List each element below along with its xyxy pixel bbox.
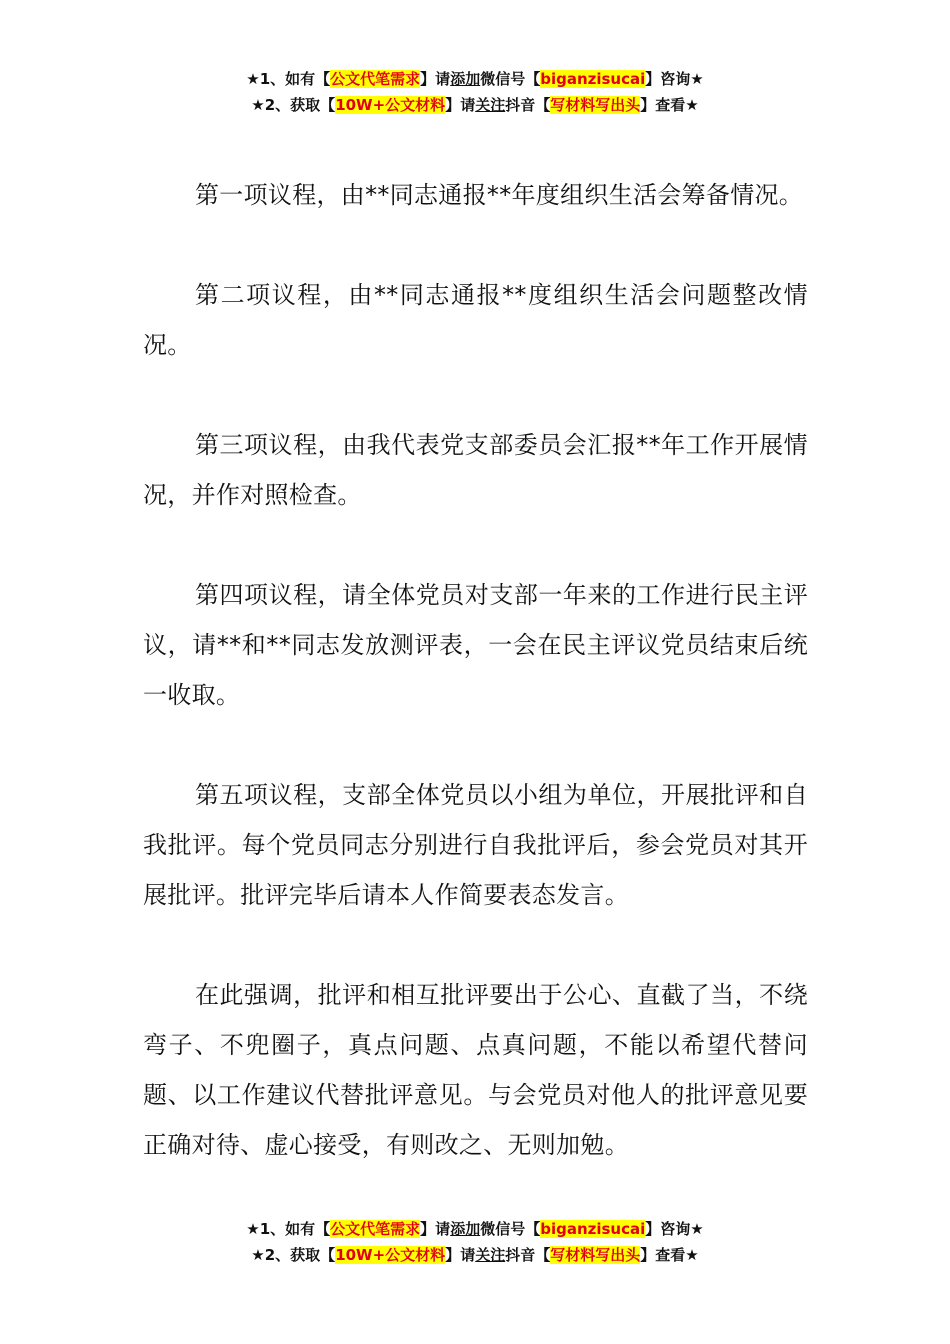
banner-text: ★1、如有【: [246, 70, 331, 88]
banner-text: 】查看★: [640, 96, 699, 114]
banner-highlight: biganzisucai: [540, 1220, 646, 1238]
banner-highlight: 10W+公文材料: [335, 1246, 446, 1264]
banner-text: ★1、如有【: [246, 1220, 331, 1238]
banner-text: ★2、获取【: [251, 96, 336, 114]
header-banner: [0, 66, 950, 118]
banner-underlined: 添加: [450, 1220, 481, 1238]
banner-line-2: [0, 1242, 950, 1268]
banner-underlined: 关注: [475, 1246, 506, 1264]
banner-text: 】咨询★: [645, 70, 704, 88]
banner-highlight: 10W+公文材料: [335, 96, 446, 114]
banner-highlight: 写材料写出头: [550, 1246, 641, 1264]
banner-underlined: 关注: [475, 96, 506, 114]
paragraph-2: 第二项议程，由**同志通报**度组织生活会问题整改情况。: [143, 281, 808, 359]
banner-text: 微信号【: [480, 70, 541, 88]
paragraph-5: 第五项议程，支部全体党员以小组为单位，开展批评和自我批评。每个党员同志分别进行自我批评后，参会党员对其开展批评。批评完毕后请本人作简要表态发言。: [143, 781, 808, 909]
paragraph-4: 第四项议程，请全体党员对支部一年来的工作进行民主评议，请**和**同志发放测评表，一会在民主评议党员结束后统一收取。: [143, 581, 808, 709]
banner-line-2: [0, 92, 950, 118]
paragraph-1: 第一项议程，由**同志通报**年度组织生活会筹备情况。: [195, 181, 804, 209]
banner-text: 抖音【: [505, 1246, 551, 1264]
banner-highlight: 公文代笔需求: [330, 1220, 421, 1238]
banner-text: 】请: [420, 1220, 451, 1238]
banner-line-1: [0, 66, 950, 92]
banner-text: 微信号【: [480, 1220, 541, 1238]
footer-banner: [0, 1216, 950, 1268]
banner-text: 】请: [420, 70, 451, 88]
banner-text: 】查看★: [640, 1246, 699, 1264]
banner-text: 】请: [445, 96, 476, 114]
banner-underlined: 添加: [450, 70, 481, 88]
banner-text: ★2、获取【: [251, 1246, 336, 1264]
banner-highlight: biganzisucai: [540, 70, 646, 88]
banner-highlight: 公文代笔需求: [330, 70, 421, 88]
document-body: [143, 170, 808, 1220]
banner-highlight: 写材料写出头: [550, 96, 641, 114]
banner-text: 抖音【: [505, 96, 551, 114]
banner-text: 】请: [445, 1246, 476, 1264]
banner-line-1: [0, 1216, 950, 1242]
banner-text: 】咨询★: [645, 1220, 704, 1238]
paragraph-6: 在此强调，批评和相互批评要出于公心、直截了当，不绕弯子、不兜圈子，真点问题、点真问题，不能以希望代替问题、以工作建议代替批评意见。与会党员对他人的批评意见要正确对待、虚心接受，有则改之、无则加勉。: [143, 981, 808, 1159]
paragraph-3: 第三项议程，由我代表党支部委员会汇报**年工作开展情况，并作对照检查。: [143, 431, 808, 509]
